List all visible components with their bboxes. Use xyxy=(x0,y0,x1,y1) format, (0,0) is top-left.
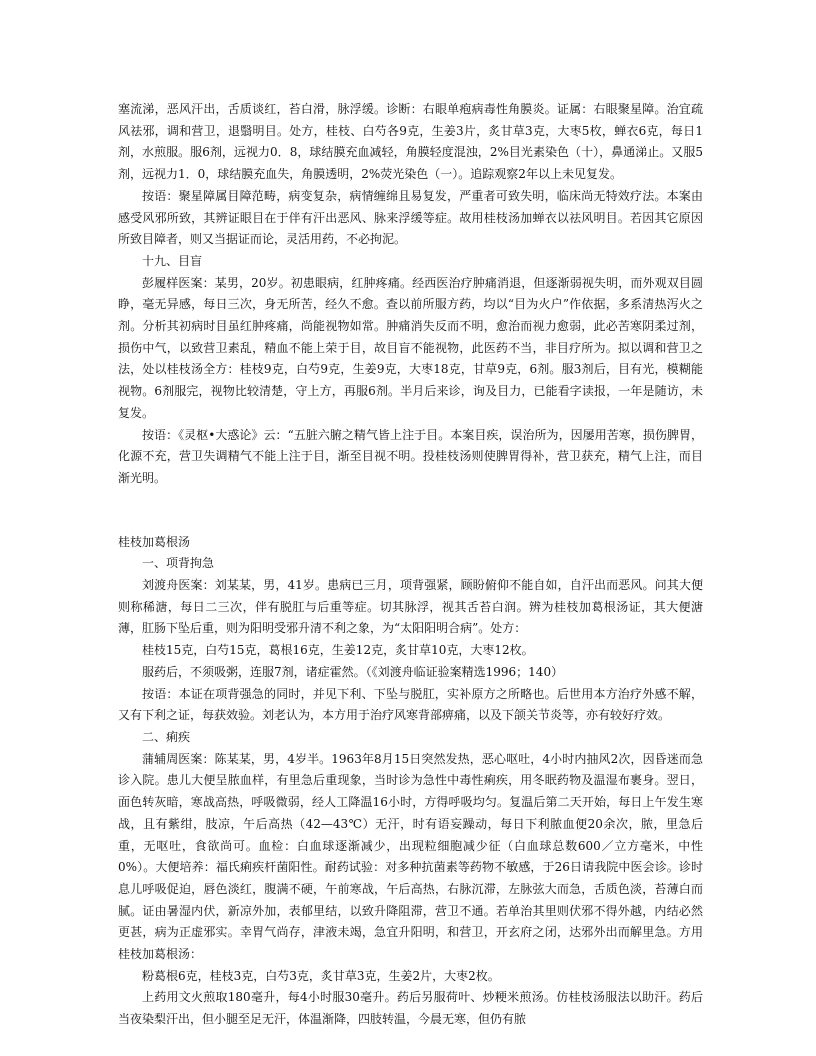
chapter-title: 桂枝加葛根汤 xyxy=(118,534,191,549)
section-heading-dysentery: 二、痢疾 xyxy=(142,729,191,744)
paragraph-case-pu: 蒲辅周医案：陈某某，男，4岁半。1963年8月15日突然发热，恶心呕吐，4小时内抽风2次，因昏迷而急诊入院。患儿大便呈脓血样，有里急后重现象，当时诊为急性中毒性痢疾，用冬眠药物及温湿布裹身。翌日，面色转灰暗，寒战高热，呼吸微弱，经人工降温16小时，方得呼吸均匀。复温后第二天开始，每日上午发生寒战，且有紫绀，肢凉，午后高热（42—43℃）无汗，时有语妄躁动，每日下利脓血便20余次，脓，里急后重，无呕吐，食欲尚可。血检：白血球逐渐减少，出现粒细胞减少征（白血球总数600／立方毫米，中性0%）。大便培养：福氏痢疾杆菌阳性。耐药试验：对多种抗菌素等药物不敏感，于26日请我院中医会诊。诊时息儿呼吸促迫，唇色淡红，腹满不硬，午前寒战，午后高热，右脉沉滞，左脉弦大而急，舌质色淡，苔薄白而腻。证由暑湿内伏，新凉外加，表郁里结，以致升降阻滞，营卫不通。若单治其里则伏邪不得外越，内结必然更甚，病为正虚邪实。幸胃气尚存，津液未竭，急宜升阳明，和营卫，开玄府之闭，达邪外出而解里急。方用桂枝加葛根汤： xyxy=(118,751,703,962)
paragraph-administration: 上药用文火煎取180毫升，每4小时服30毫升。药后另服荷叶、炒粳米煎汤。仿桂枝汤服法以助汗。药后当夜染梨汗出，但小腿至足无汗，体温渐降，四肢转温，今晨无寒，但仍有脓 xyxy=(118,990,703,1027)
document-body xyxy=(118,99,703,1031)
paragraph-result-1: 服药后，不须吸粥，连服7剂，诸症霍然。（《刘渡舟临证验案精选1996；140） xyxy=(142,664,564,679)
paragraph-case-continued: 塞流涕，恶风汗出，舌质谈红，苔白滑，脉浮缓。诊断：右眼单疱病毒性角膜炎。证属：右眼聚星障。治宜疏风祛邪，调和营卫，退翳明目。处方，桂枝、白芍各9克，生姜3片，炙甘草3克，大枣5枚，蝉衣6克，每日1剂，水煎服。服6剂，远视力0．8，球结膜充血减轻，角膜轻度混浊，2%目光素染色（十），鼻通涕止。又服5剂，远视力1．0，球结膜充血失，角膜透明，2%荧光染色（一）。追踪观察2年以上未见复发。 xyxy=(118,102,703,182)
paragraph-case-peng: 彭履样医案：某男，20岁。初患眼病，红肿疼痛。经西医治疗肿痛消退，但逐渐弱视失明，而外观双目圆睁，毫无异感，每日三次，身无所苦，经久不愈。查以前所服方药，均以“目为火户”作依据，多系清热泻火之剂。分析其初病时目虽红肿疼痛，尚能视物如常。肿痛消失反而不明，愈治而视力愈弱，此必苦寒阴柔过剂，损伤中气，以致营卫素乱，精血不能上荣于目，故目盲不能视物，此医药不当，非目疗所为。拟以调和营卫之法，处以桂枝汤全方：桂枝9克，白芍9克，生姜9克，大枣18克，甘草9克，6剂。服3剂后，目有光，模糊能视物。6剂服完，视物比较清楚，守上方，再服6剂。半月后来诊，询及目力，已能看字读报，一年是随访，未复发。 xyxy=(118,275,703,420)
paragraph-commentary-3: 按语：本证在项背强急的同时，并见下利、下坠与脱肛，实补原方之所略也。后世用本方治疗外感不解，又有下利之证，每获效验。刘老认为，本方用于治疗风寒背部痹痛，以及下颌关节炎等，亦有较好疗效。 xyxy=(118,686,703,723)
paragraph-case-liu: 刘渡舟医案：刘某某，男，41岁。患病已三月，项背强紧，顾盼俯仰不能自如，自汗出而恶风。问其大便则称稀溏，每日二三次，伴有脱肛与后重等症。切其脉浮，视其舌苔白润。辨为桂枝加葛根汤证，其大便溏薄，肛肠下坠后重，则为阳明受邪升清不利之象，为“太阳阳明合病”。处方： xyxy=(118,578,703,636)
prescription-2: 粉葛根6克，桂枝3克，白芍3克，炙甘草3克，生姜2片，大枣2枚。 xyxy=(142,968,500,983)
section-heading-neck: 一、项背拘急 xyxy=(142,556,215,571)
section-heading-blindness: 十九、目盲 xyxy=(142,253,203,268)
paragraph-commentary-1: 按语：聚星障属目障范畴，病变复杂，病情缠绵且易复发，严重者可致失明，临床尚无特效疗法。本案由感受风邪所致，其辨证眼目在于伴有汗出恶风、脉来浮缓等症。故用桂枝汤加蝉衣以祛风明目。若因其它原因所致目障者，则又当据证而论，灵活用药，不必拘泥。 xyxy=(118,188,703,247)
prescription-1: 桂枝15克，白芍15克，葛根16克，生姜12克，炙甘草10克，大枣12枚。 xyxy=(142,643,534,658)
paragraph-commentary-2: 按语：《灵枢•大惑论》云：“五脏六腑之精气皆上注于目。本案目疾，误治所为，因屡用苦寒，损伤脾胃，化源不充，营卫失调精气不能上注于目，渐至目视不明。投桂枝汤则使脾胃得补，营卫获充，精气上注，而目渐光明。 xyxy=(118,427,703,485)
